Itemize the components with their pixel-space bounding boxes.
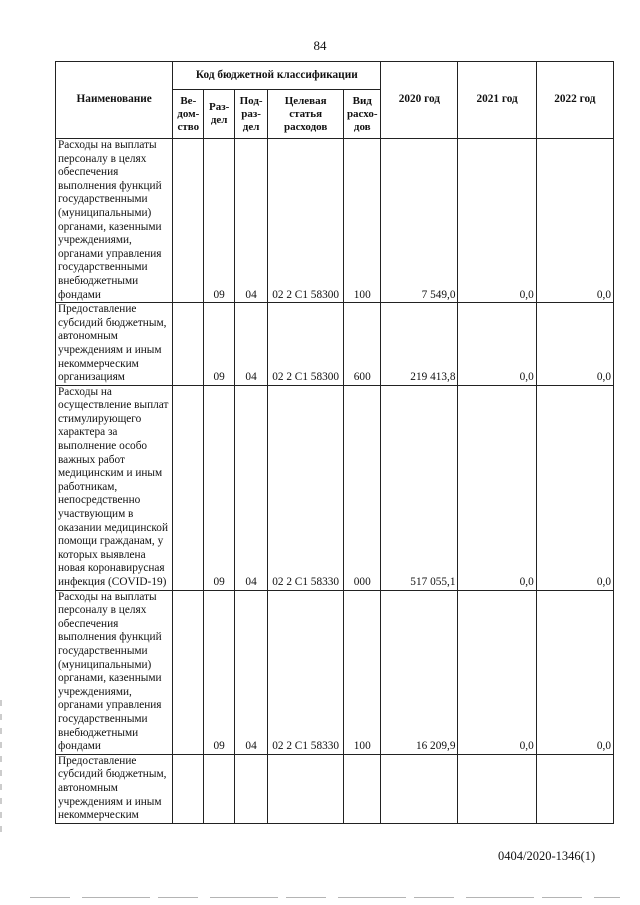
table-row [56, 385, 614, 590]
table-header [56, 62, 614, 139]
row-podrazdel [235, 754, 268, 823]
footer-document-code: 0404/2020-1346(1) [498, 849, 596, 863]
row-amount-2020 [381, 754, 458, 823]
table-row [56, 754, 614, 823]
row-expense-type: 100 [344, 139, 381, 303]
table-row [56, 139, 614, 303]
row-name: Предоставление субсидий бюджетным, автономным учреждениям и иным некоммерческим организациям [56, 303, 173, 386]
row-expense-type: 600 [344, 303, 381, 386]
row-amount-2021: 0,0 [458, 590, 536, 754]
header-name: Наименование [56, 62, 173, 139]
row-podrazdel: 04 [235, 590, 268, 754]
row-name: Расходы на выплаты персоналу в целях обеспечения выполнения функций государственными (муниципальными) органами, казенными учреждениями, органами управления государственными внебюджетными фондами [56, 139, 173, 303]
row-amount-2022: 0,0 [536, 303, 613, 386]
row-amount-2021: 0,0 [458, 139, 536, 303]
page-number: 84 [313, 38, 327, 53]
row-amount-2022 [536, 754, 613, 823]
row-vedomstvo [173, 590, 204, 754]
row-amount-2021: 0,0 [458, 303, 536, 386]
row-razdel: 09 [204, 590, 235, 754]
row-amount-2022: 0,0 [536, 139, 613, 303]
header-2022: 2022 год [536, 62, 613, 139]
row-expense-type: 100 [344, 590, 381, 754]
header-podrazdel: Под- раз- дел [235, 90, 268, 139]
header-vedomstvo: Ве- дом- ство [173, 90, 204, 139]
row-target-article [268, 754, 344, 823]
table-row [56, 590, 614, 754]
row-amount-2021 [458, 754, 536, 823]
row-target-article: 02 2 С1 58330 [268, 590, 344, 754]
row-vedomstvo [173, 139, 204, 303]
row-name: Предоставление субсидий бюджетным, автономным учреждениям и иным некоммерческим [56, 754, 173, 823]
header-razdel: Раз- дел [204, 90, 235, 139]
row-expense-type [344, 754, 381, 823]
row-vedomstvo [173, 303, 204, 386]
row-name: Расходы на осуществление выплат стимулирующего характера за выполнение особо важных работ медицинским и иным работникам, непосредственно участвующим в оказании медицинской помощи гражданам, у которых выявлена новая коронавирусная инфекция (COVID-19) [56, 385, 173, 590]
header-2020: 2020 год [381, 62, 458, 139]
row-podrazdel: 04 [235, 139, 268, 303]
header-code-group: Код бюджетной классификации [173, 62, 381, 90]
table-body [56, 139, 614, 824]
row-amount-2021: 0,0 [458, 385, 536, 590]
header-vid: Вид расхо- дов [344, 90, 381, 139]
row-amount-2020: 219 413,8 [381, 303, 458, 386]
row-amount-2022: 0,0 [536, 385, 613, 590]
row-razdel: 09 [204, 139, 235, 303]
row-amount-2020: 7 549,0 [381, 139, 458, 303]
row-target-article: 02 2 С1 58300 [268, 139, 344, 303]
row-podrazdel: 04 [235, 385, 268, 590]
row-amount-2022: 0,0 [536, 590, 613, 754]
row-vedomstvo [173, 754, 204, 823]
scan-artifact-left [0, 700, 2, 840]
header-2021: 2021 год [458, 62, 536, 139]
row-razdel: 09 [204, 385, 235, 590]
scan-artifact-bottom [30, 897, 620, 898]
row-razdel [204, 754, 235, 823]
row-podrazdel: 04 [235, 303, 268, 386]
row-expense-type: 000 [344, 385, 381, 590]
header-target: Целевая статья расходов [268, 90, 344, 139]
row-razdel: 09 [204, 303, 235, 386]
table-row [56, 303, 614, 386]
row-target-article: 02 2 С1 58330 [268, 385, 344, 590]
row-target-article: 02 2 С1 58300 [268, 303, 344, 386]
row-vedomstvo [173, 385, 204, 590]
row-name: Расходы на выплаты персоналу в целях обеспечения выполнения функций государственными (муниципальными) органами, казенными учреждениями, органами управления государственными внебюджетными фондами [56, 590, 173, 754]
budget-table [55, 61, 614, 824]
row-amount-2020: 517 055,1 [381, 385, 458, 590]
row-amount-2020: 16 209,9 [381, 590, 458, 754]
